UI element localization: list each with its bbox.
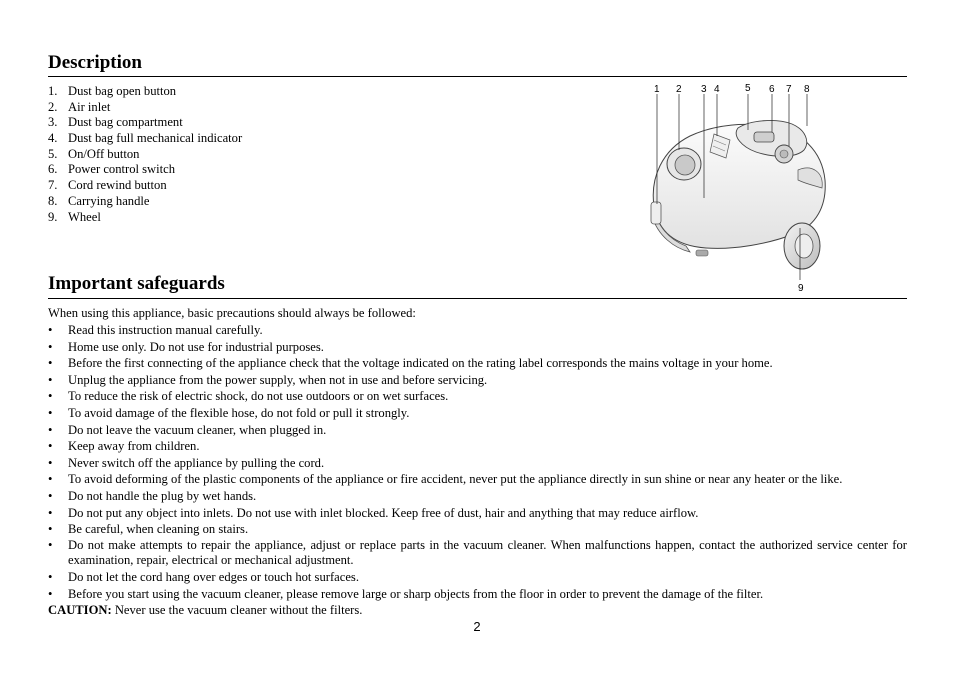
item-number: 5. [48, 146, 58, 161]
callout-5: 5 [745, 83, 751, 94]
item-number: 9. [48, 209, 58, 224]
safeguards-rule [48, 298, 907, 299]
bullet-icon: • [48, 505, 53, 520]
item-label: Carrying handle [68, 193, 150, 208]
caution-note [48, 603, 362, 618]
item-number: 4. [48, 131, 58, 146]
caution-text: Never use the vacuum cleaner without the filters. [111, 603, 363, 617]
description-heading: Description [48, 52, 142, 73]
bullet-icon: • [48, 405, 53, 420]
parts-list-item [48, 210, 242, 226]
bullet-icon: • [48, 356, 53, 371]
safeguard-item: • Keep away from children. [48, 439, 200, 454]
callout-3: 3 [701, 84, 707, 95]
item-label: On/Off button [68, 146, 140, 161]
bullet-icon: • [48, 537, 53, 552]
safeguard-item: • Do not put any object into inlets. Do not use with inlet blocked. Keep free of dust, hair and anything that may reduce airflow. [48, 505, 699, 520]
item-label: Dust bag full mechanical indicator [68, 131, 243, 146]
page-number: 2 [473, 619, 481, 634]
safeguard-item: • Unplug the appliance from the power supply, when not in use and before servicing. [48, 372, 488, 387]
bullet-icon: • [48, 339, 53, 354]
safeguard-item: • Do not make attempts to repair the appliance, adjust or replace parts in the vacuum cleaner. When malfunctions happen, contact the authorized service center for examination, repair, electrical or mechanical adjustment. [48, 537, 907, 568]
parts-list-item [48, 100, 242, 116]
safeguard-item: • To reduce the risk of electric shock, do not use outdoors or on wet surfaces. [48, 389, 449, 404]
safeguard-item: • To avoid deforming of the plastic components of the appliance or fire accident, never put the appliance directly in sun shine or near any heater or the like. [48, 472, 843, 487]
callout-4: 4 [714, 84, 720, 95]
safeguards-intro: When using this appliance, basic precautions should always be followed: [48, 306, 416, 320]
parts-list-item [48, 194, 242, 210]
bullet-icon: • [48, 422, 53, 437]
parts-list-item [48, 178, 242, 194]
safeguard-item: • Before you start using the vacuum cleaner, please remove large or sharp objects from the floor in order to prevent the damage of the filter. [48, 586, 764, 601]
item-number: 8. [48, 193, 58, 208]
safeguards-heading: Important safeguards [48, 273, 225, 294]
safeguard-item: • Before the first connecting of the appliance check that the voltage indicated on the rating label corresponds the mains voltage in your home. [48, 356, 773, 371]
bullet-icon: • [48, 522, 53, 537]
callout-2: 2 [676, 84, 682, 95]
callout-9: 9 [798, 283, 804, 294]
parts-list-item [48, 162, 242, 178]
parts-list [48, 84, 242, 225]
bullet-icon: • [48, 569, 53, 584]
item-number: 2. [48, 99, 58, 114]
item-label: Wheel [68, 209, 101, 224]
item-number: 7. [48, 178, 58, 193]
bullet-icon: • [48, 323, 53, 337]
on-off-button-shape [754, 132, 774, 142]
bullet-icon: • [48, 472, 53, 487]
item-label: Air inlet [68, 99, 111, 114]
safeguard-item: • To avoid damage of the flexible hose, do not fold or pull it strongly. [48, 405, 410, 420]
safeguard-item: • Do not leave the vacuum cleaner, when plugged in. [48, 422, 327, 437]
front-castor-shape [696, 250, 708, 256]
safeguard-item: • Do not handle the plug by wet hands. [48, 488, 257, 503]
safeguard-item: • Do not let the cord hang over edges or touch hot surfaces. [48, 569, 359, 584]
bullet-icon: • [48, 389, 53, 404]
safeguard-item: • Read this instruction manual carefully. [48, 323, 263, 337]
item-label: Power control switch [68, 162, 176, 177]
safeguards-list [48, 322, 907, 602]
parts-list-item [48, 131, 242, 147]
bullet-icon: • [48, 439, 53, 454]
bullet-icon: • [48, 488, 53, 503]
item-label: Dust bag compartment [68, 115, 183, 130]
safeguard-item: • Home use only. Do not use for industrial purposes. [48, 339, 324, 354]
vacuum-cleaner-illustration [646, 80, 832, 296]
item-label: Dust bag open button [68, 84, 177, 98]
bullet-icon: • [48, 372, 53, 387]
safeguard-item: • Be careful, when cleaning on stairs. [48, 522, 249, 537]
parts-list-item [48, 84, 242, 100]
item-number: 1. [48, 84, 58, 98]
callout-7: 7 [786, 84, 792, 95]
bullet-icon: • [48, 455, 53, 470]
item-number: 6. [48, 162, 58, 177]
item-number: 3. [48, 115, 58, 130]
callout-6: 6 [769, 84, 775, 95]
bullet-icon: • [48, 586, 53, 601]
parts-list-item [48, 147, 242, 163]
callout-1: 1 [654, 84, 660, 95]
safeguard-item: • Never switch off the appliance by pulling the cord. [48, 455, 325, 470]
callout-8: 8 [804, 84, 810, 95]
item-label: Cord rewind button [68, 178, 167, 193]
caution-label: CAUTION: [48, 603, 112, 617]
bag-open-button-shape [651, 202, 661, 224]
description-rule [48, 76, 907, 77]
parts-list-item [48, 115, 242, 131]
